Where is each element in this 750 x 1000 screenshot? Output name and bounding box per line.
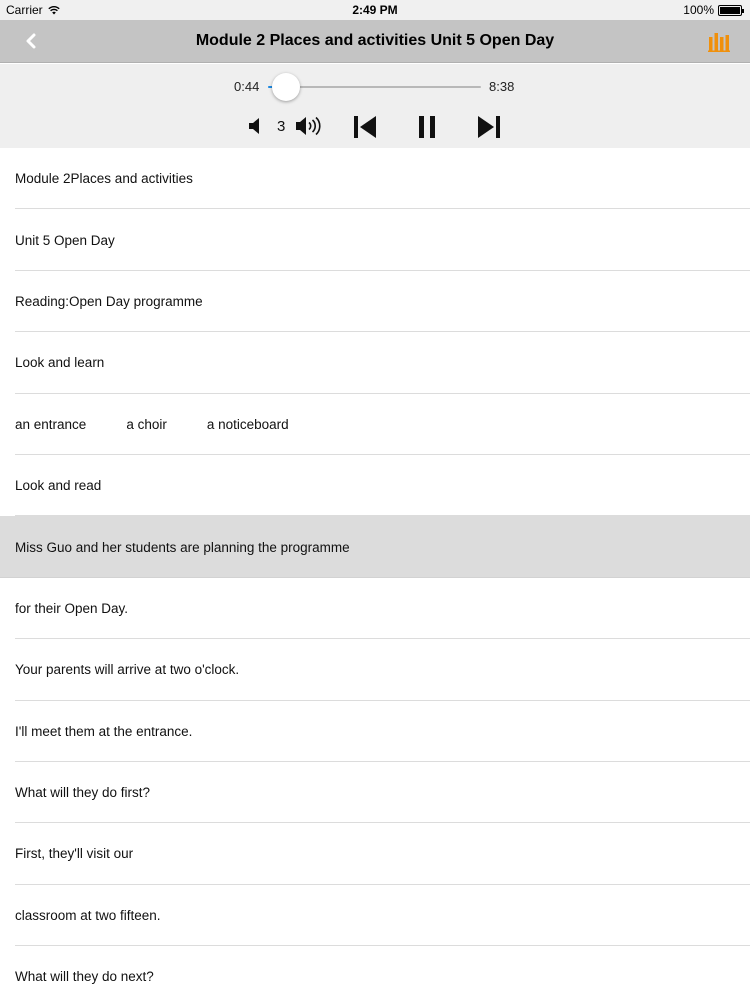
battery-indicator bbox=[683, 3, 742, 17]
battery-percent: 100% bbox=[683, 3, 714, 17]
speaker-high-icon bbox=[295, 114, 325, 138]
transcript-line[interactable] bbox=[0, 332, 750, 393]
skip-back-icon bbox=[352, 114, 378, 140]
transcript-line[interactable] bbox=[0, 823, 750, 884]
transcript-list bbox=[0, 148, 750, 1000]
volume-up-button[interactable] bbox=[295, 114, 325, 138]
carrier-label: Carrier bbox=[6, 3, 43, 17]
transcript-line[interactable] bbox=[0, 271, 750, 332]
transcript-line-text: a noticeboard bbox=[206, 416, 289, 432]
transcript-line-active[interactable] bbox=[0, 516, 750, 577]
pause-button[interactable] bbox=[416, 114, 438, 140]
current-time: 0:44 bbox=[234, 79, 260, 94]
transcript-line-text: Module 2Places and activities bbox=[15, 171, 193, 187]
pause-icon bbox=[416, 114, 438, 140]
volume-down-button[interactable] bbox=[247, 116, 265, 136]
volume-level: 3 bbox=[277, 118, 286, 135]
transcript-line-text: classroom at two fifteen. bbox=[15, 907, 161, 923]
transcript-line[interactable] bbox=[0, 946, 750, 1000]
page-title: Module 2 Places and activities Unit 5 Open Day bbox=[195, 32, 555, 49]
next-button[interactable] bbox=[476, 114, 502, 140]
transcript-line-text: Miss Guo and her students are planning the programme bbox=[15, 539, 350, 555]
transcript-line-text: What will they do first? bbox=[15, 785, 151, 801]
transcript-line-text: for their Open Day. bbox=[15, 600, 129, 616]
transcript-line-text: a choir bbox=[126, 416, 167, 432]
status-bar bbox=[0, 0, 750, 20]
navigation-bar bbox=[0, 20, 750, 63]
total-time: 8:38 bbox=[489, 79, 515, 94]
status-time: 2:49 PM bbox=[352, 3, 398, 17]
progress-slider[interactable] bbox=[268, 86, 481, 88]
transcript-line[interactable] bbox=[0, 455, 750, 516]
transcript-line-text: I'll meet them at the entrance. bbox=[15, 723, 193, 739]
transcript-line-text: Reading:Open Day programme bbox=[15, 293, 203, 309]
playlist-button[interactable] bbox=[708, 31, 732, 53]
transcript-line[interactable] bbox=[0, 885, 750, 946]
transcript-line[interactable] bbox=[0, 394, 750, 455]
transcript-line-text: What will they do next? bbox=[15, 969, 154, 985]
audio-player bbox=[0, 64, 750, 148]
transcript-line[interactable] bbox=[0, 209, 750, 270]
transcript-line[interactable] bbox=[0, 578, 750, 639]
battery-icon bbox=[718, 5, 742, 16]
previous-button[interactable] bbox=[352, 114, 378, 140]
bars-icon bbox=[708, 31, 732, 53]
speaker-low-icon bbox=[247, 116, 265, 136]
transcript-line-text: First, they'll visit our bbox=[15, 846, 134, 862]
transcript-line-text: Look and learn bbox=[15, 355, 105, 371]
skip-forward-icon bbox=[476, 114, 502, 140]
transcript-line[interactable] bbox=[0, 701, 750, 762]
transcript-line-text: Look and read bbox=[15, 478, 102, 494]
transcript-line-text: Your parents will arrive at two o'clock. bbox=[15, 662, 240, 678]
progress-thumb[interactable] bbox=[272, 73, 300, 101]
transcript-line-text: an entrance bbox=[15, 416, 87, 432]
transcript-line[interactable] bbox=[0, 639, 750, 700]
transcript-line[interactable] bbox=[0, 148, 750, 209]
transcript-line-text: Unit 5 Open Day bbox=[15, 232, 115, 248]
transcript-line[interactable] bbox=[0, 762, 750, 823]
